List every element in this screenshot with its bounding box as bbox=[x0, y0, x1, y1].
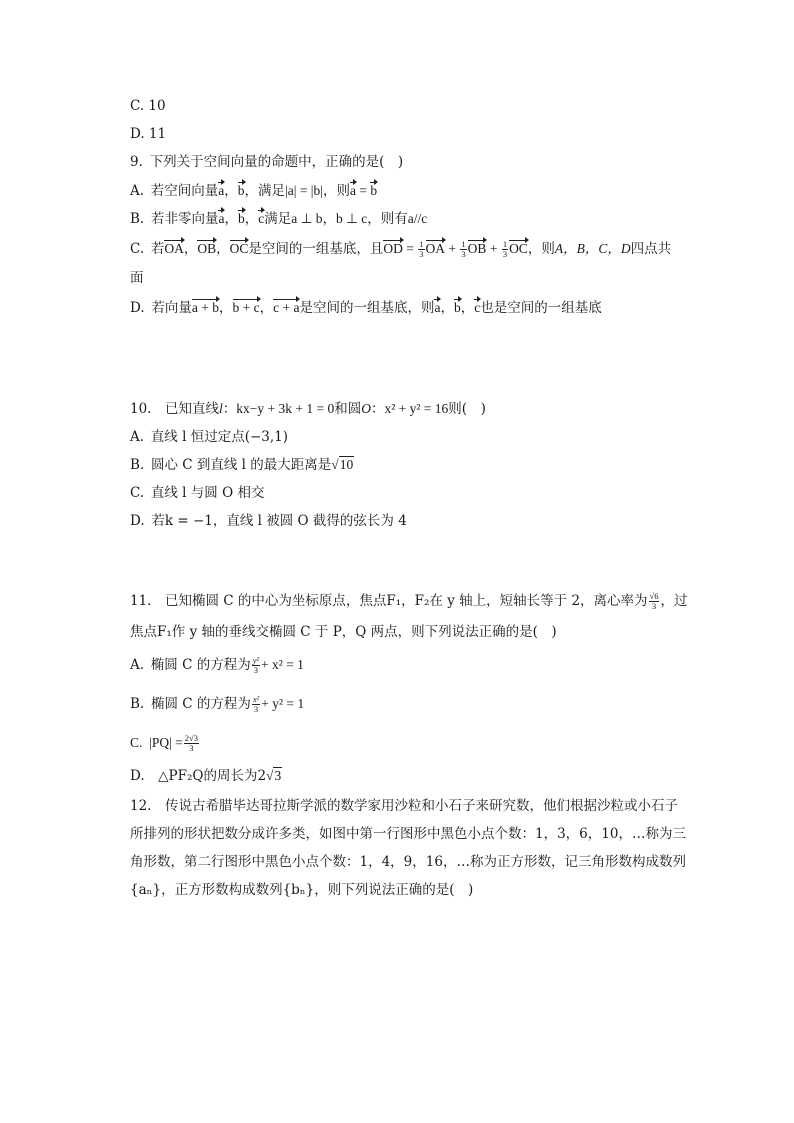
abs-equality: |a| = |b| bbox=[285, 183, 323, 198]
q12-stem-line4: {aₙ}，正方形数构成数列{bₙ}，则下列说法正确的是( ) bbox=[130, 882, 474, 898]
q9-option-c-wrap: 面 bbox=[130, 270, 144, 286]
parallel-ac: a//c bbox=[407, 211, 428, 226]
q9-option-b: B. 若非零向量a，b，c满足a ⊥ b，b ⊥ c，则有a//c bbox=[130, 208, 694, 228]
eccentricity-fraction: $\frac{√6}{3}$ bbox=[649, 591, 659, 611]
q9-option-a: A. 若空间向量a，b，满足|a| = |b|，则a = b bbox=[130, 180, 694, 200]
q12-stem-line3: 角形数，第二行图形中黑色小点个数：1，4，9，16，…称为正方形数，记三角形数构成数列 bbox=[130, 854, 686, 870]
q12-stem-line2: 所排列的形状把数分成许多类，如图中第一行图形中黑色小点个数：1，3，6，10，…称为三 bbox=[130, 826, 686, 842]
q10-stem: 10. 已知直线l：kx−y + 3k + 1 = 0和圆O：x² + y² = 16则( ) bbox=[130, 401, 486, 417]
q11-stem-line2: 焦点F₁作 y 轴的垂线交椭圆 C 于 P，Q 两点，则下列说法正确的是( ) bbox=[130, 624, 557, 640]
vector-b: b bbox=[238, 180, 245, 198]
q9-option-d: D. 若向量a + b，b + c，c + a是空间的一组基底，则a，b，c也是空间的一组基底 bbox=[130, 297, 694, 317]
q8-option-c: C. 10 bbox=[130, 98, 166, 114]
q10-option-a: A. 直线 l 恒过定点(−3,1) bbox=[130, 429, 289, 445]
perp-ab: a ⊥ b bbox=[291, 211, 323, 226]
q9-a-pre: A. 若空间向量 bbox=[130, 183, 219, 199]
q11-option-c: C. |PQ| = $\frac{2√3}{3}$ bbox=[130, 733, 198, 753]
vector-a: a bbox=[218, 180, 224, 198]
line-equation: kx−y + 3k + 1 = 0 bbox=[236, 401, 335, 416]
q10-option-b: B. 圆心 C 到直线 l 的最大距离是√10 bbox=[130, 457, 354, 473]
circle-equation: x² + y² = 16 bbox=[384, 401, 449, 416]
q11-option-a: A. 椭圆 C 的方程为 $\frac{\text{y²}}{3}$ + x² = 1 bbox=[130, 655, 304, 675]
perp-bc: b ⊥ c bbox=[335, 211, 368, 226]
fraction-one-third: $\frac{1}{3}$ bbox=[419, 239, 424, 259]
q9-stem: 9. 下列关于空间向量的命题中，正确的是( ) bbox=[130, 154, 404, 170]
q10-option-d: D. 若k = −1，直线 l 被圆 O 截得的弦长为 4 bbox=[130, 513, 407, 529]
q8-option-d: D. 11 bbox=[130, 126, 167, 142]
q10-option-c: C. 直线 l 与圆 O 相交 bbox=[130, 485, 265, 501]
q11-stem-line1: 11. 已知椭圆 C 的中心为坐标原点，焦点F₁，F₂在 y 轴上，短轴长等于 2，离心率为 $\frac{√6}{3}$ ，过 bbox=[130, 591, 688, 611]
q12-stem-line1: 12. 传说古希腊毕达哥拉斯学派的数学家用沙粒和小石子来研究数，他们根据沙粒或小石子 bbox=[130, 798, 678, 814]
q9-option-c: C. 若OA，OB，OC是空间的一组基底，且OD = $\frac{1}{3}$ OA + $\frac{1}{3}$ OB + $\frac{1}{3}$ OC，则A，B，C，D四点共 bbox=[130, 239, 672, 259]
pq-length-fraction: $\frac{2√3}{3}$ bbox=[184, 733, 198, 753]
q11-option-d: D. △PF₂Q的周长为2√3 bbox=[130, 768, 282, 784]
sqrt-10: √10 bbox=[331, 457, 354, 472]
sqrt-3: √3 bbox=[266, 768, 282, 783]
q11-option-b: B. 椭圆 C 的方程为 $\frac{\text{x²}}{3}$ + y² = 1 bbox=[130, 694, 305, 714]
